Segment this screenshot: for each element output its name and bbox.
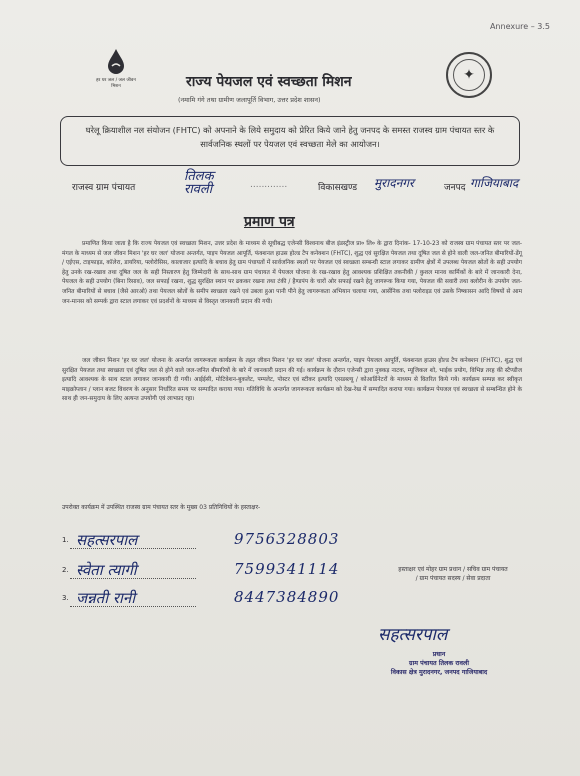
witness-row [62,558,362,580]
witness-row [62,528,362,550]
emblem-icon: ✦ [453,59,485,91]
gram-panchayat-line [72,169,532,204]
stamp-line: विकास क्षेत्र मुरादनगर, जनपद गाजियाबाद [390,669,488,676]
witness-name: स्वेता त्यागी [76,561,137,579]
block-label: विकासखण्ड [318,183,358,193]
logo-caption: हर घर जल / जल जीवन मिशन [96,78,136,89]
witness-phone: 7599341114 [234,560,340,578]
page-title: राज्य पेयजल एवं स्वच्छता मिशन [186,74,352,90]
block-name: मुरादनगर [374,176,414,190]
page-subtitle: (नमामि गंगे तथा ग्रामीण जलापूर्ति विभाग, उत्तर प्रदेश शासन) [178,96,321,104]
annexure-label: Annexure – 3.5 [489,22,550,31]
witness-phone: 9756328803 [234,530,340,548]
district-name: गाजियाबाद [470,176,519,190]
witness-number: 3. [62,594,69,602]
district-label: जनपद [444,183,466,193]
stamp-line: प्रधान [432,651,446,658]
gp-label: राजस्व ग्राम पंचायत [72,183,136,193]
signature-heading: हस्ताक्षर एवं मोहर ग्राम प्रधान / सचिव ग्राम पंचायत / ग्राम पंचायत सदस्य / सेवा प्रदाता [398,566,508,582]
pradhan-signature: सहत्सरपाल [378,625,448,645]
stamp-line: ग्राम पंचायत तिलक रावली [409,660,469,667]
witness-name: जन्नती रानी [76,589,136,607]
witness-number: 1. [62,536,69,544]
event-title-box: घरेलू क्रियाशील नल संयोजन (FHTC) को अपनाने के लिये समुदाय को प्रेरित किये जाने हेतु जनपद के समस्त राजस्व ग्राम पंचायत स्तर के सार्वजनिक स्थलों पर पेयजल एवं स्वच्छता मेले का आयोजन। [60,116,520,166]
witness-row [62,586,362,608]
certificate-paragraph-1: प्रमाणित किया जाता है कि राज्य पेयजल एवं स्वच्छता मिशन, उत्तर प्रदेश के माध्यम से सूचीबद्ध एजेन्सी विश्वनाथ बीज इंडस्ट्रीज प्रा० लि० के द्वारा दिनांक- 17-10-23 को राजस्व ग्राम पंचायत स्तर पर जल-मंगल के माध्यम से जल जीवन मिशन 'हर घर जल' योजना अन्तर्गत, पाइप पेयजल आपूर्ति, फंक्शनल हाउस होल्ड टैप कनेक्शन (FHTC), शुद्ध एवं सुरक्षित पेयजल तथा दूषित जल से होने वाली जल-जनित बीमारियों-डेंगू / एईएस, टाइफाइड, कॉलेरा, डायरिया, फ्लोरोसिस, कालाजार इत्यादि के बचाव हेतु ग्राम पंचायतों में सार्वजनिक स्थलों पर पेयजल एवं स्वच्छता सम्बन्धी स्टाल लगाकर ग्रामीण क्षेत्रों में उपलब्ध पेयजल स्रोतों के सही उपयोग हेतु उनके रख-रखाव तथा दूषित जल के सही निस्तारण हेतु जिम्मेदारी के साथ-साथ ग्राम पंचायत में पेयजल योजना के रख-रखाव हेतु आवश्यक प्रशिक्षित तकनीकी / कुशल मानव कार्मिकों के बारे में जानकारी देना, पेयजल के सही उपयोग (बिना रिसाव), जल सफाई रखना, शुद्ध सुरक्षित स्थान पर ढककर रखना तथा टंकी / हैण्डपंप के चारों ओर सफाई रखने हेतु जागरूक किया गया, पेयजल की सवारी तथा क्लोरीन के उपयोग जल-जनित बीमारियों से बचाव (जैसे आरओ) तथा पेयजल स्रोतों के समीप स्वच्छता रखने एवं उबला हुआ पानी पीने हेतु जागरूकता अभियान चलाया गया, आर्सेनिक तथा फ्लोराइड एवं उसके निष्कासन आदि विषयों से आम जन-मानस को सम्पर्क द्वारा स्टाल लगाकर एवं प्रदर्शनों के माध्यम से विस्तृत जानकारी प्रदान की गयी। [62,241,522,305]
water-drop-icon [106,48,126,74]
jal-jeevan-mission-logo [94,48,138,89]
certificate-paragraph-2: जल जीवन मिशन 'हर घर जल' योजना के अन्तर्गत जागरूकता कार्यक्रम के तहत जीवन मिशन 'हर घर जल' योजना अन्तर्गत, पाइप पेयजल आपूर्ति, फंक्शनल हाउस होल्ड टैप कनेक्शन (FHTC), शुद्ध एवं सुरक्षित पेयजल तथा स्वच्छता एवं दूषित जल से होने वाले जल-जनित बीमारियों के बारे में जानकारी प्रदान की गई। कार्यक्रम के दौरान एजेन्सी द्वारा नुक्कड़ नाटक, म्यूजिकल शो, भाईक प्रयोग, विभिन्न तरह की स्टैण्डीज इत्यादि आवश्यक के साथ स्टाल लगाकर जानकारी दी गयी। आईईसी, मोटिवेशन-बुकलेट, पम्पलेट, पोस्टर एवं स्टीकर इत्यादि एसडब्ल्यू / कोआर्डिनेटरों के माध्यम से वितरित किये गये। कार्यक्रम सम्पन्न कर स्वीकृत माइक्रोप्लान / प्लान बजट विवरण के अनुसार निर्धारित समय पर सम्पादित कराया गया। गतिविधि के अन्तर्गत जागरूकता कार्यक्रम को देख-रेख में सम्पादित कराया गया। कार्यक्रम पेयजल एवं स्वच्छता से सम्बन्धित होने के साथ ही जन-समुदाय के लिए अत्यन्त उपयोगी एवं लाभप्रद रहा। [62,358,522,403]
up-govt-emblem [446,52,492,98]
witness-heading: उपरोक्त कार्यक्रम में उपस्थित राजस्व ग्राम पंचायत स्तर के मुख्य 03 प्रतिनिधियों के हस्ताक्षर- [62,504,261,511]
witness-phone: 8447384890 [234,588,340,606]
witness-name: सहत्सरपाल [76,531,138,549]
certificate-title: प्रमाण पत्र [244,214,295,230]
witness-number: 2. [62,566,69,574]
dots: ............. [250,180,288,190]
official-stamp [364,650,514,677]
gp-name: तिलक रावली [184,169,214,197]
